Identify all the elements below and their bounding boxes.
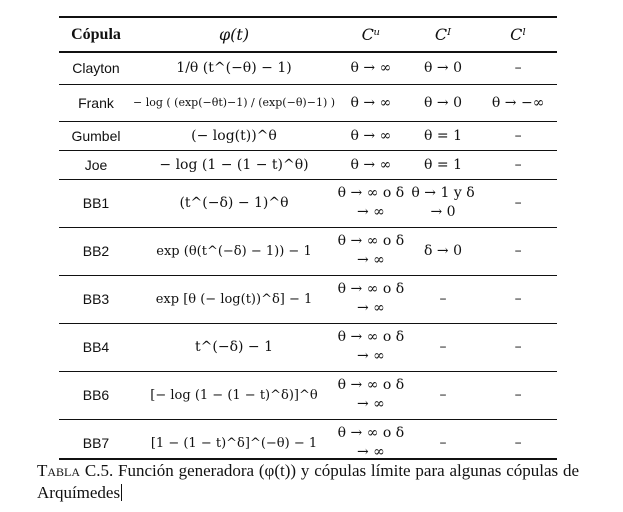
- table-row: [59, 227, 557, 275]
- lower-limit: –: [479, 121, 557, 150]
- table-row: [59, 179, 557, 227]
- table-row: [59, 371, 557, 419]
- lower-limit: –: [479, 371, 557, 419]
- upper-limit: θ → ∞ o δ → ∞: [335, 371, 407, 419]
- generator-formula: exp (θ(t^(−δ) − 1)) − 1: [133, 227, 335, 275]
- lower-limit: θ → −∞: [479, 84, 557, 121]
- table-caption: [37, 460, 579, 504]
- upper-limit: θ → ∞: [335, 121, 407, 150]
- lower-limit: –: [479, 179, 557, 227]
- generator-formula: − log (1 − (1 − t)^θ): [133, 150, 335, 179]
- independence-limit: θ → 1 y δ → 0: [407, 179, 480, 227]
- independence-limit: –: [439, 435, 447, 452]
- upper-limit: θ → ∞ o δ → ∞: [335, 275, 407, 323]
- lower-limit: –: [479, 275, 557, 323]
- copula-name: Joe: [59, 150, 133, 179]
- generator-formula: t^(−δ) − 1: [133, 323, 335, 371]
- copula-table: [59, 16, 557, 467]
- copula-name: BB7: [82, 435, 110, 452]
- generator-formula: [1 − (1 − t)^δ]^(−θ) − 1: [150, 435, 318, 451]
- header-copula: Cópula: [59, 17, 133, 52]
- copula-name: BB4: [59, 323, 133, 371]
- copula-name: Gumbel: [59, 121, 133, 150]
- text-cursor: [121, 484, 122, 501]
- caption-label: Tabla C.5.: [37, 461, 114, 480]
- header-cu: Cᵘ: [335, 17, 407, 52]
- upper-limit: θ → ∞: [335, 52, 407, 84]
- copula-name: Frank: [59, 84, 133, 121]
- caption-text: Función generadora (φ(t)) y cópulas límite para algunas cópulas de Arquímedes: [37, 461, 580, 502]
- independence-limit: θ = 1: [407, 121, 480, 150]
- table-row: [59, 323, 557, 371]
- generator-formula: − log ( (exp(−θt)−1) / (exp(−θ)−1) ): [133, 84, 335, 121]
- upper-limit: θ → ∞ o δ → ∞: [335, 323, 407, 371]
- independence-limit: –: [407, 275, 480, 323]
- independence-limit: θ = 1: [407, 150, 480, 179]
- header-cl: Cˡ: [479, 17, 557, 52]
- lower-limit: –: [479, 52, 557, 84]
- table-row: [59, 150, 557, 179]
- header-ci: Cᴵ: [407, 17, 480, 52]
- table-row: [59, 275, 557, 323]
- lower-limit: –: [479, 227, 557, 275]
- generator-formula: 1/θ (t^(−θ) − 1): [133, 52, 335, 84]
- upper-limit: θ → ∞: [335, 150, 407, 179]
- generator-formula: (− log(t))^θ: [133, 121, 335, 150]
- generator-formula: exp [θ (− log(t))^δ] − 1: [133, 275, 335, 323]
- copula-name: Clayton: [59, 52, 133, 84]
- upper-limit: θ → ∞ o δ → ∞: [335, 179, 407, 227]
- table-row: [59, 52, 557, 84]
- copula-name: BB2: [59, 227, 133, 275]
- independence-limit: δ → 0: [407, 227, 480, 275]
- lower-limit: –: [479, 323, 557, 371]
- copula-name: BB6: [59, 371, 133, 419]
- table-row: [59, 121, 557, 150]
- generator-formula: [− log (1 − (1 − t)^δ)]^θ: [133, 371, 335, 419]
- upper-limit: θ → ∞: [335, 84, 407, 121]
- lower-limit: –: [514, 435, 522, 452]
- copula-name: BB1: [59, 179, 133, 227]
- header-phi: φ(t): [133, 17, 335, 52]
- upper-limit: θ → ∞ o δ → ∞: [337, 425, 405, 461]
- lower-limit: –: [479, 150, 557, 179]
- independence-limit: –: [407, 371, 480, 419]
- upper-limit: θ → ∞ o δ → ∞: [335, 227, 407, 275]
- generator-formula: (t^(−δ) − 1)^θ: [133, 179, 335, 227]
- table-row: [59, 84, 557, 121]
- independence-limit: θ → 0: [407, 84, 480, 121]
- independence-limit: θ → 0: [407, 52, 480, 84]
- copula-name: BB3: [59, 275, 133, 323]
- table-header-row: [59, 17, 557, 52]
- independence-limit: –: [407, 323, 480, 371]
